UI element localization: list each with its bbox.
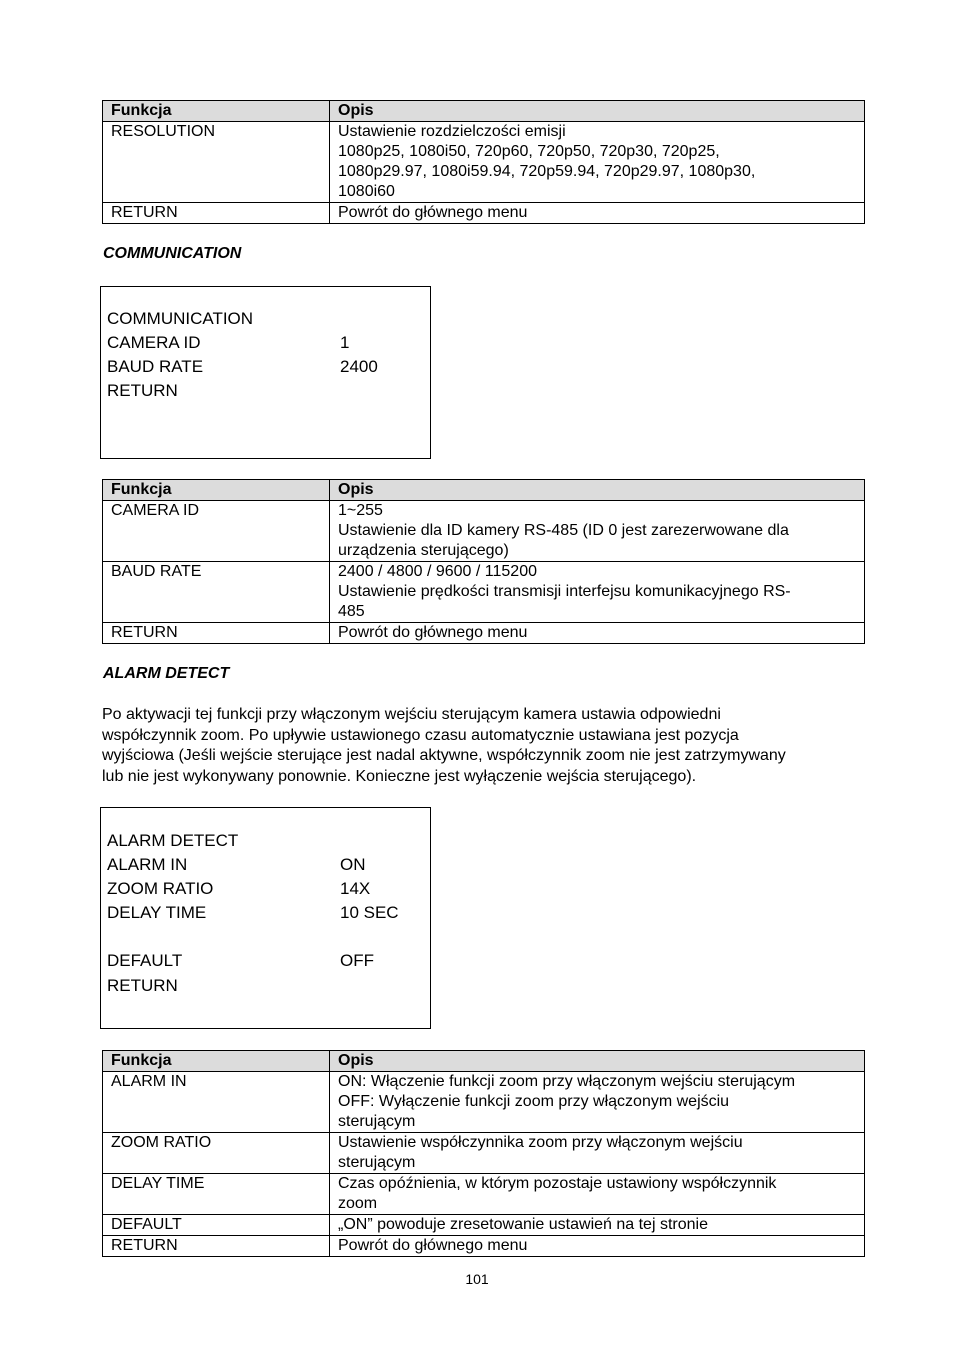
description-line: Powrót do głównego menu [338,204,528,221]
page-number: 101 [465,1271,489,1287]
function-cell: RETURN [103,623,330,644]
table-row [103,1174,865,1215]
description-line: „ON” powoduje zresetowanie ustawień na tej stronie [338,1216,708,1233]
description-line: Czas opóźnienia, w którym pozostaje ustawiony współczynnik [338,1175,777,1192]
table-row [103,1236,865,1257]
osd-item-return [107,976,427,1000]
communication-table [102,479,865,644]
section-title-communication: COMMUNICATION [103,245,242,262]
osd-label: CAMERA ID [107,333,201,352]
description-cell [330,1236,865,1257]
description-cell [330,562,865,623]
description-cell [330,203,865,224]
osd-value: 1 [340,333,350,352]
table-row [103,501,865,562]
osd-label: RETURN [107,381,178,400]
paragraph-line: współczynnik zoom. Po upływie ustawionego czasu automatycznie ustawiana jest pozycja [102,726,739,744]
osd-menu-communication [100,286,431,459]
table-row [103,1133,865,1174]
paragraph-line: lub nie jest wykonywany ponownie. Konieczne jest wyłączenie wejścia sterującego). [102,767,697,785]
description-cell [330,1174,865,1215]
description-cell [330,1072,865,1133]
description-line: 1~255 [338,502,383,519]
osd-value: ON [340,855,366,874]
osd-label: ZOOM RATIO [107,879,214,898]
osd-value: OFF [340,951,374,970]
function-cell: BAUD RATE [103,562,330,623]
table-header-row [103,101,865,122]
function-cell: ZOOM RATIO [103,1133,330,1174]
function-cell: DELAY TIME [103,1174,330,1215]
description-line: Ustawienie rozdzielczości emisji [338,123,566,140]
osd-item-alarm-in [107,855,427,879]
function-cell: RETURN [103,203,330,224]
description-line: 1080p25, 1080i50, 720p60, 720p50, 720p30, 720p25, [338,143,720,160]
osd-menu-alarm-detect [100,807,431,1029]
table-row [103,562,865,623]
description-line: Powrót do głównego menu [338,624,528,641]
description-line: 1080p29.97, 1080i59.94, 720p59.94, 720p29.97, 1080p30, [338,163,756,180]
osd-item-default [107,951,427,975]
description-line: 485 [338,603,365,620]
description-line: 2400 / 4800 / 9600 / 115200 [338,563,537,580]
description-cell [330,122,865,203]
header-funkcja: Funkcja [103,1051,330,1072]
osd-item-return [107,381,427,405]
table-row [103,1215,865,1236]
paragraph-line: wyjściowa (Jeśli wejście sterujące jest nadal aktywne, współczynnik zoom nie jest zatrzymywany [102,747,786,764]
osd-value: 14X [340,879,371,898]
table-row [103,623,865,644]
osd-label: BAUD RATE [107,357,204,376]
header-funkcja: Funkcja [103,480,330,501]
description-cell [330,1133,865,1174]
osd-value: 2400 [340,357,378,376]
osd-item-baud-rate [107,357,427,381]
description-line: sterującym [338,1113,416,1130]
resolution-table [102,100,865,224]
osd-item-camera-id [107,333,427,357]
description-line: Ustawienie współczynnika zoom przy włączonym wejściu [338,1134,743,1151]
osd-label: RETURN [107,976,178,995]
description-line: zoom [338,1195,378,1212]
description-line: sterującym [338,1154,416,1171]
description-line: Powrót do głównego menu [338,1237,528,1254]
header-opis: Opis [330,101,865,122]
description-line: urządzenia sterującego) [338,542,509,559]
table-row [103,203,865,224]
description-line: ON: Włączenie funkcji zoom przy włączonym wejściu sterującym [338,1073,796,1090]
osd-title: ALARM DETECT [107,831,239,850]
function-cell: RESOLUTION [103,122,330,203]
header-funkcja: Funkcja [103,101,330,122]
function-cell: DEFAULT [103,1215,330,1236]
osd-label: ALARM IN [107,855,188,874]
header-opis: Opis [330,1051,865,1072]
osd-item-delay-time [107,903,427,927]
alarm-detect-table [102,1050,865,1257]
description-line: Ustawienie prędkości transmisji interfejsu komunikacyjnego RS- [338,583,791,600]
table-row [103,122,865,203]
description-line: 1080i60 [338,183,395,200]
description-line: Ustawienie dla ID kamery RS-485 (ID 0 jest zarezerwowane dla [338,522,789,539]
osd-title: COMMUNICATION [107,309,254,328]
paragraph-line: Po aktywacji tej funkcji przy włączonym wejściu sterującym kamera ustawia odpowiedni [102,706,721,723]
osd-label: DEFAULT [107,951,183,970]
osd-item-zoom-ratio [107,879,427,903]
section-title-alarm-detect: ALARM DETECT [103,665,230,682]
description-cell [330,623,865,644]
alarm-description-paragraph [102,705,864,787]
osd-label: DELAY TIME [107,903,207,922]
header-opis: Opis [330,480,865,501]
table-row [103,1072,865,1133]
function-cell: ALARM IN [103,1072,330,1133]
osd-value: 10 SEC [340,903,399,922]
function-cell: CAMERA ID [103,501,330,562]
table-header-row [103,480,865,501]
table-header-row [103,1051,865,1072]
description-cell [330,501,865,562]
description-cell [330,1215,865,1236]
function-cell: RETURN [103,1236,330,1257]
description-line: OFF: Wyłączenie funkcji zoom przy włączonym wejściu [338,1093,730,1110]
